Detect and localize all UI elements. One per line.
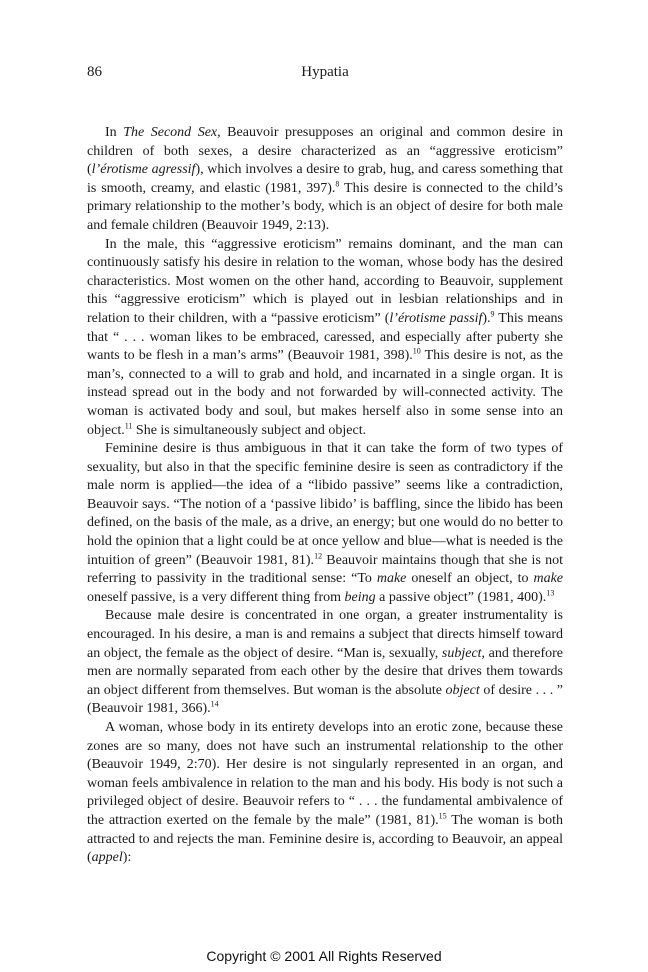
footnote-marker: 9 — [490, 309, 495, 319]
paragraph: A woman, whose body in its entirety develops into an erotic zone, because these zones are so many, does not have such an instrumental relationship to the other (Beauvoir 1949, 2:70). Her desire is not singularly represented in an organ, and woman feels ambivalence in relation to the man and his body. His body is not such a privileged object of desire. Beauvoir refers to “ . . . the fundamental ambivalence of the attraction exerted on the female by the male” (1981, 81).$^{15}$ The woman is both attracted to and rejects the man. Feminine desire is, according to Beauvoir, an appeal (appel): — [87, 720, 563, 866]
footnote-marker: 12 — [314, 551, 323, 560]
paragraph: Because male desire is concentrated in one organ, a greater instrumentality is encouraged. In his desire, a man is and remains a subject that directs himself toward an object, the female as the object of desire. “Man is, sexually, subject, and therefore men are normally separated from each other by the desire that drives them towards an object different from themselves. But woman is the absolute object of desire . . . ” (Beauvoir 1981, 366).$^{14}$ — [87, 608, 563, 717]
body-text — [87, 124, 563, 868]
italic-text: object — [445, 682, 480, 698]
italic-text: subject — [441, 645, 482, 661]
page-header — [87, 62, 563, 86]
footnote-marker: 11 — [124, 420, 133, 430]
running-title: Hypatia — [301, 64, 349, 80]
footnote-marker: 8 — [335, 179, 340, 189]
footnote-marker: 14 — [210, 699, 219, 709]
italic-text: l’érotisme passif — [389, 310, 483, 326]
footnote-marker: 13 — [546, 588, 555, 598]
italic-text: l’érotisme agressif — [91, 162, 196, 178]
footnote-marker: 10 — [412, 346, 421, 356]
italic-text: appel — [91, 850, 123, 866]
italic-text: being — [344, 589, 376, 605]
italic-text: make — [376, 571, 407, 587]
italic-text: The Second Sex — [123, 125, 218, 140]
paragraph: Feminine desire is thus ambiguous in that it can take the form of two types of sexuality, but also in that the specific feminine desire is seen as contradictory if the male norm is applied—the idea of a “libido passive” seems like a contradiction, Beauvoir says. “The notion of a ‘passive libido’ is baffling, since the libido has been defined, on the basis of the male, as a drive, an energy; but one would do no better to hold the opinion that a light could be at once yellow and blue—what is needed is the intuition of green” (Beauvoir 1981, 81).$^{12}$ Beauvoir maintains though that she is not referring to passivity in the traditional sense: “To make oneself an object, to make oneself passive, is a very different thing from being a passive object” (1981, 400).$^{13}$ — [87, 441, 563, 605]
copyright-footer: Copyright © 2001 All Rights Reserved — [206, 948, 442, 964]
footnote-marker: 15 — [438, 811, 447, 821]
paragraph: In The Second Sex, Beauvoir presupposes an original and common desire in children of both sexes, a desire characterized as an “aggressive eroticism” (l’érotisme agressif), which involves a desire to grab, hug, and caress something that is smooth, creamy, and elastic (1981, 397).$^8$ This desire is connected to the child’s primary relationship to the mother’s body, which is an object of desire for both male and female children (Beauvoir 1949, 2:13). — [87, 125, 563, 233]
page-number: 86 — [87, 64, 102, 80]
italic-text: make — [533, 571, 563, 587]
paragraph: In the male, this “aggressive eroticism” remains dominant, and the man can continuously satisfy his desire in relation to the woman, whose body has the desired characteristics. Most women on the other hand, according to Beauvoir, supplement this “aggressive eroticism” which is played out in lesbian relationships and in relation to their children, with a “passive eroticism” (l’érotisme passif).$^9$ This means that “ . . . woman likes to be embraced, caressed, and especially after puberty she wants to be flesh in a man’s arms” (Beauvoir 1981, 398).$^{10}$ This desire is not, as the man’s, connected to a will to grab and hold, and incarnated in a single organ. It is instead spread out in the body and not forwarded by will-connected activity. The woman is activated body and soul, but makes herself also in some sense into an object.$^{11}$ She is simultaneously subject and object. — [87, 236, 563, 438]
